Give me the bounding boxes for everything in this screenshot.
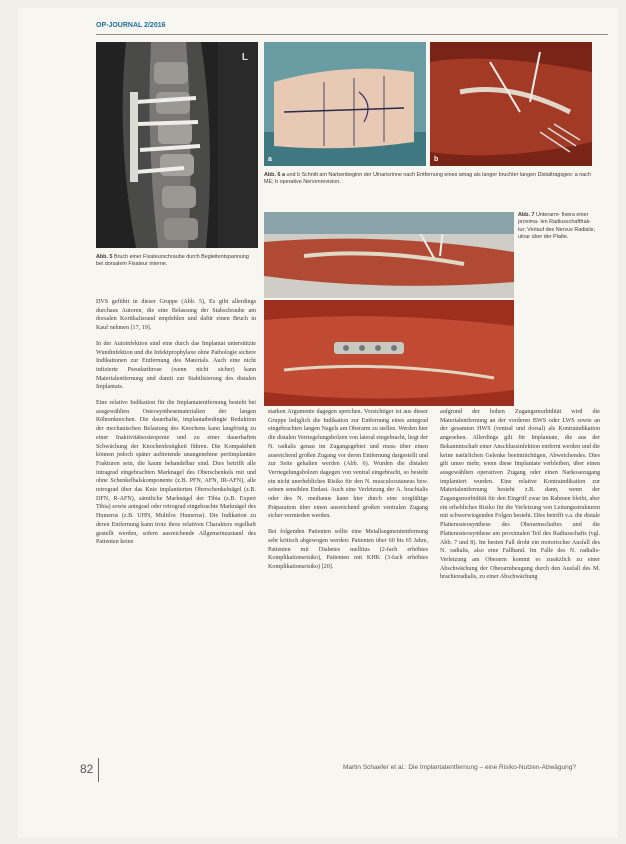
figure-6a-image bbox=[264, 42, 426, 166]
footer-citation: Martin Schaefer et al.: Die Implantatentfernung – eine Risiko-Nutzen-Abwägung? bbox=[342, 764, 576, 771]
text-column-1 bbox=[96, 298, 256, 554]
figure-7-bottom-photo bbox=[264, 300, 514, 406]
page-header bbox=[96, 22, 608, 35]
figure-6a-photo bbox=[264, 42, 426, 166]
figure-7-top-image bbox=[264, 212, 514, 298]
journal-title: OP-JOURNAL 2/2016 bbox=[96, 22, 166, 29]
column-1-paragraph-2: In der Autoinfektion sind eine durch das Implantat unterstützte Wundinfektion und die Infektprophylaxe ohne Pathologie sichere Indikationen zur Entfernung des Materials. Auch eine nicht infizierte Pseudarthrose (wenn nicht sicher) kann Materialentfernung und damit zur Stabilisierung des distalen Implantats. bbox=[96, 340, 256, 391]
text-column-3 bbox=[440, 408, 600, 589]
figure-6b-image bbox=[430, 42, 592, 166]
footer-divider bbox=[98, 758, 99, 782]
column-3-paragraph-1: aufgrund der hohen Zugangsmorbidität wird die Materialentfernung an der vorderen BWS oder LWS sowie an der gesamten HWS (ventral und dorsal) als Kontraindikation angesehen. Allerdings gilt für Implantate, die aus der Bekannntschaft einer Anschlussinfektion entfernt werden und die keine natürlichen Gelenke beeinträchtigen, Abweichendes. Dies gilt umso mehr, wenn diese Implantate verbleiben, über einen ausgewählten operativen Zugang oder einen Narkosezugang implantiert wurden. Eine relative Kontraindikation zur Materialentfernung besteht z.B. dann, wenn der Zugangsmorbidität für den Eingriff zwar im Rahmen bleibt, aber ein erhebliches Risiko für die Verletzung von Leitungsstrukturen mit schwerwiegenden Folgen besteht. Dies betrifft v.a. die distale Plattenosteosynthese des Oberarmschaftes und die Plattenosteosynthese am proximalen Teil des Radiusschafts (vgl. Abb. 7 und 8). Im besten Fall droht ein motorischer Ausfall des N. radialis, also eine Fallhand. Im Falle des N. radialis-Verletzung am Oberarm kommt es zusätzlich zu einer Abschwächung der Oberarmbeugung durch den Ausfall des M. brachioradialis, zu einer Abschwächung bbox=[440, 409, 600, 581]
column-2-paragraph-1: starken Argumente dagegen sprechen. Vorsichtiger ist aus dieser Gruppe lediglich die Indikation zur Entfernung eines antegrad eingebrachten langen Nagels am Oberarm zu stellen. Werden hier die distalen Verriegelungsbolzen von lateral eingebracht, liegt der N. radialis genau im Zugangsgebiet und muss über einen ausreichend großen Zugang vor deren Entfernung dargestellt und zur Seite gehalten werden (Abb. 6). Wurden die distalen Verriegelungsbolzen dagegen von ventral eingebracht, so besteht ein nicht unerhebliches Risiko für den N. musculocutaneus bzw. seinen sensiblen Endast. Auch eine Verletzung der A. brachialis oder des N. medianus kann hier durch eine sorgfältige Präparation über einen ausreichend großen ventralen Zugang sicher vermieden werden. bbox=[268, 409, 428, 520]
figure-6-caption bbox=[264, 172, 594, 186]
column-1-paragraph-1: DVS geführt in dieser Gruppe (Abb. 5), Es gibt allerdings durchaus Autoren, die eine Belassung der Stabschraube am dorsalen Kortikalisrand empfehlen und dafür einen Bruch in Kauf nehmen [17, 19]. bbox=[96, 299, 256, 332]
figure-6b-photo bbox=[430, 42, 592, 166]
figure-6a-label: a bbox=[268, 156, 272, 163]
page-footer bbox=[80, 762, 608, 782]
figure-5-caption-text: Bruch einer Fixateurschraube durch Begleitentspannung bei dorsalem Fixateur interne. bbox=[96, 254, 249, 267]
figure-6b-label: b bbox=[434, 156, 439, 163]
figure-5-caption-label: Abb. 5 bbox=[96, 254, 113, 260]
figure-5-letter: L bbox=[241, 52, 248, 63]
figure-7-bottom-image bbox=[264, 300, 514, 406]
column-1-paragraph-3: Eine relative Indikation für die Implantatentfernung besteht bei ausgewählten Osteosynthesematerialien der langen Röhrenknochen. Die dauerhafte, implantatbedingte Reduktion der mechanischen Belastung des Knochens kann langfristig zu einer Inaktivitätsosteopenie und zu einer dauerhaften Schwächung der Knochenfestigkeit führen. Die Kompaktheit können jedoch später auftretende unangenehme periimplantäre Frakturen sein, die kaum behandelbar sind. Dies betrifft alle intragrad eingebrachten Marknagel des Oberschenkels mit und ohne Schenkelhalskomponente (z.B. PFN, AFN, IR-AFN), alle retrograd über das Knie implantierten Oberschenkelnägel (z.B. DFN, R-AFN), sämtliche Marknägel der Tibia (z.B. Expert Tibia) sowie antegrad oder retrograd eingebrachte Marknägel des Humerus (z.B. UHN, Multiloc Humerus). Die Indikation zu deren Entfernung kann trotz ihres relativen Charakters regelhaft gestellt werden, sofern ausreichende Allgemeinzustand des Patienten keine bbox=[96, 400, 256, 546]
figure-7-caption bbox=[518, 212, 596, 242]
figure-6-caption-label: Abb. 6 a bbox=[264, 172, 285, 178]
xray-image bbox=[96, 42, 258, 248]
figure-7-caption-text: Unterarm- fixera einer proxima- len Radiusschaftfrak- tur; Verlauf des Nervus Radialis; ulnar über der Platte. bbox=[518, 212, 596, 241]
figure-5-xray bbox=[96, 42, 258, 248]
figure-5-caption bbox=[96, 254, 256, 268]
figure-7-caption-label: Abb. 7 bbox=[518, 212, 535, 218]
figure-7-top-photo bbox=[264, 212, 514, 298]
page-number: 82 bbox=[80, 762, 94, 776]
figure-6-caption-text: und b Schnitt am Narbenbeginn der Ulnarisrinne nach Entfernung eines amag als langer bruchter langen Distaltragsges: a nach ME; b operative Nervenrevision. bbox=[264, 172, 591, 185]
column-2-paragraph-2: Bei folgenden Patienten sollte eine Metallsegmententfernung sehr kritisch abgewogen werden: Patienten über 60 bis 65 Jahre, Patienten mit Diabetes mellitus (2-fach erhöhtes Komplikationsrisiko), Patienten mit KHK (3-fach erhöhtes Komplikationsrisiko) [20]. bbox=[268, 529, 428, 570]
text-column-2 bbox=[268, 408, 428, 579]
